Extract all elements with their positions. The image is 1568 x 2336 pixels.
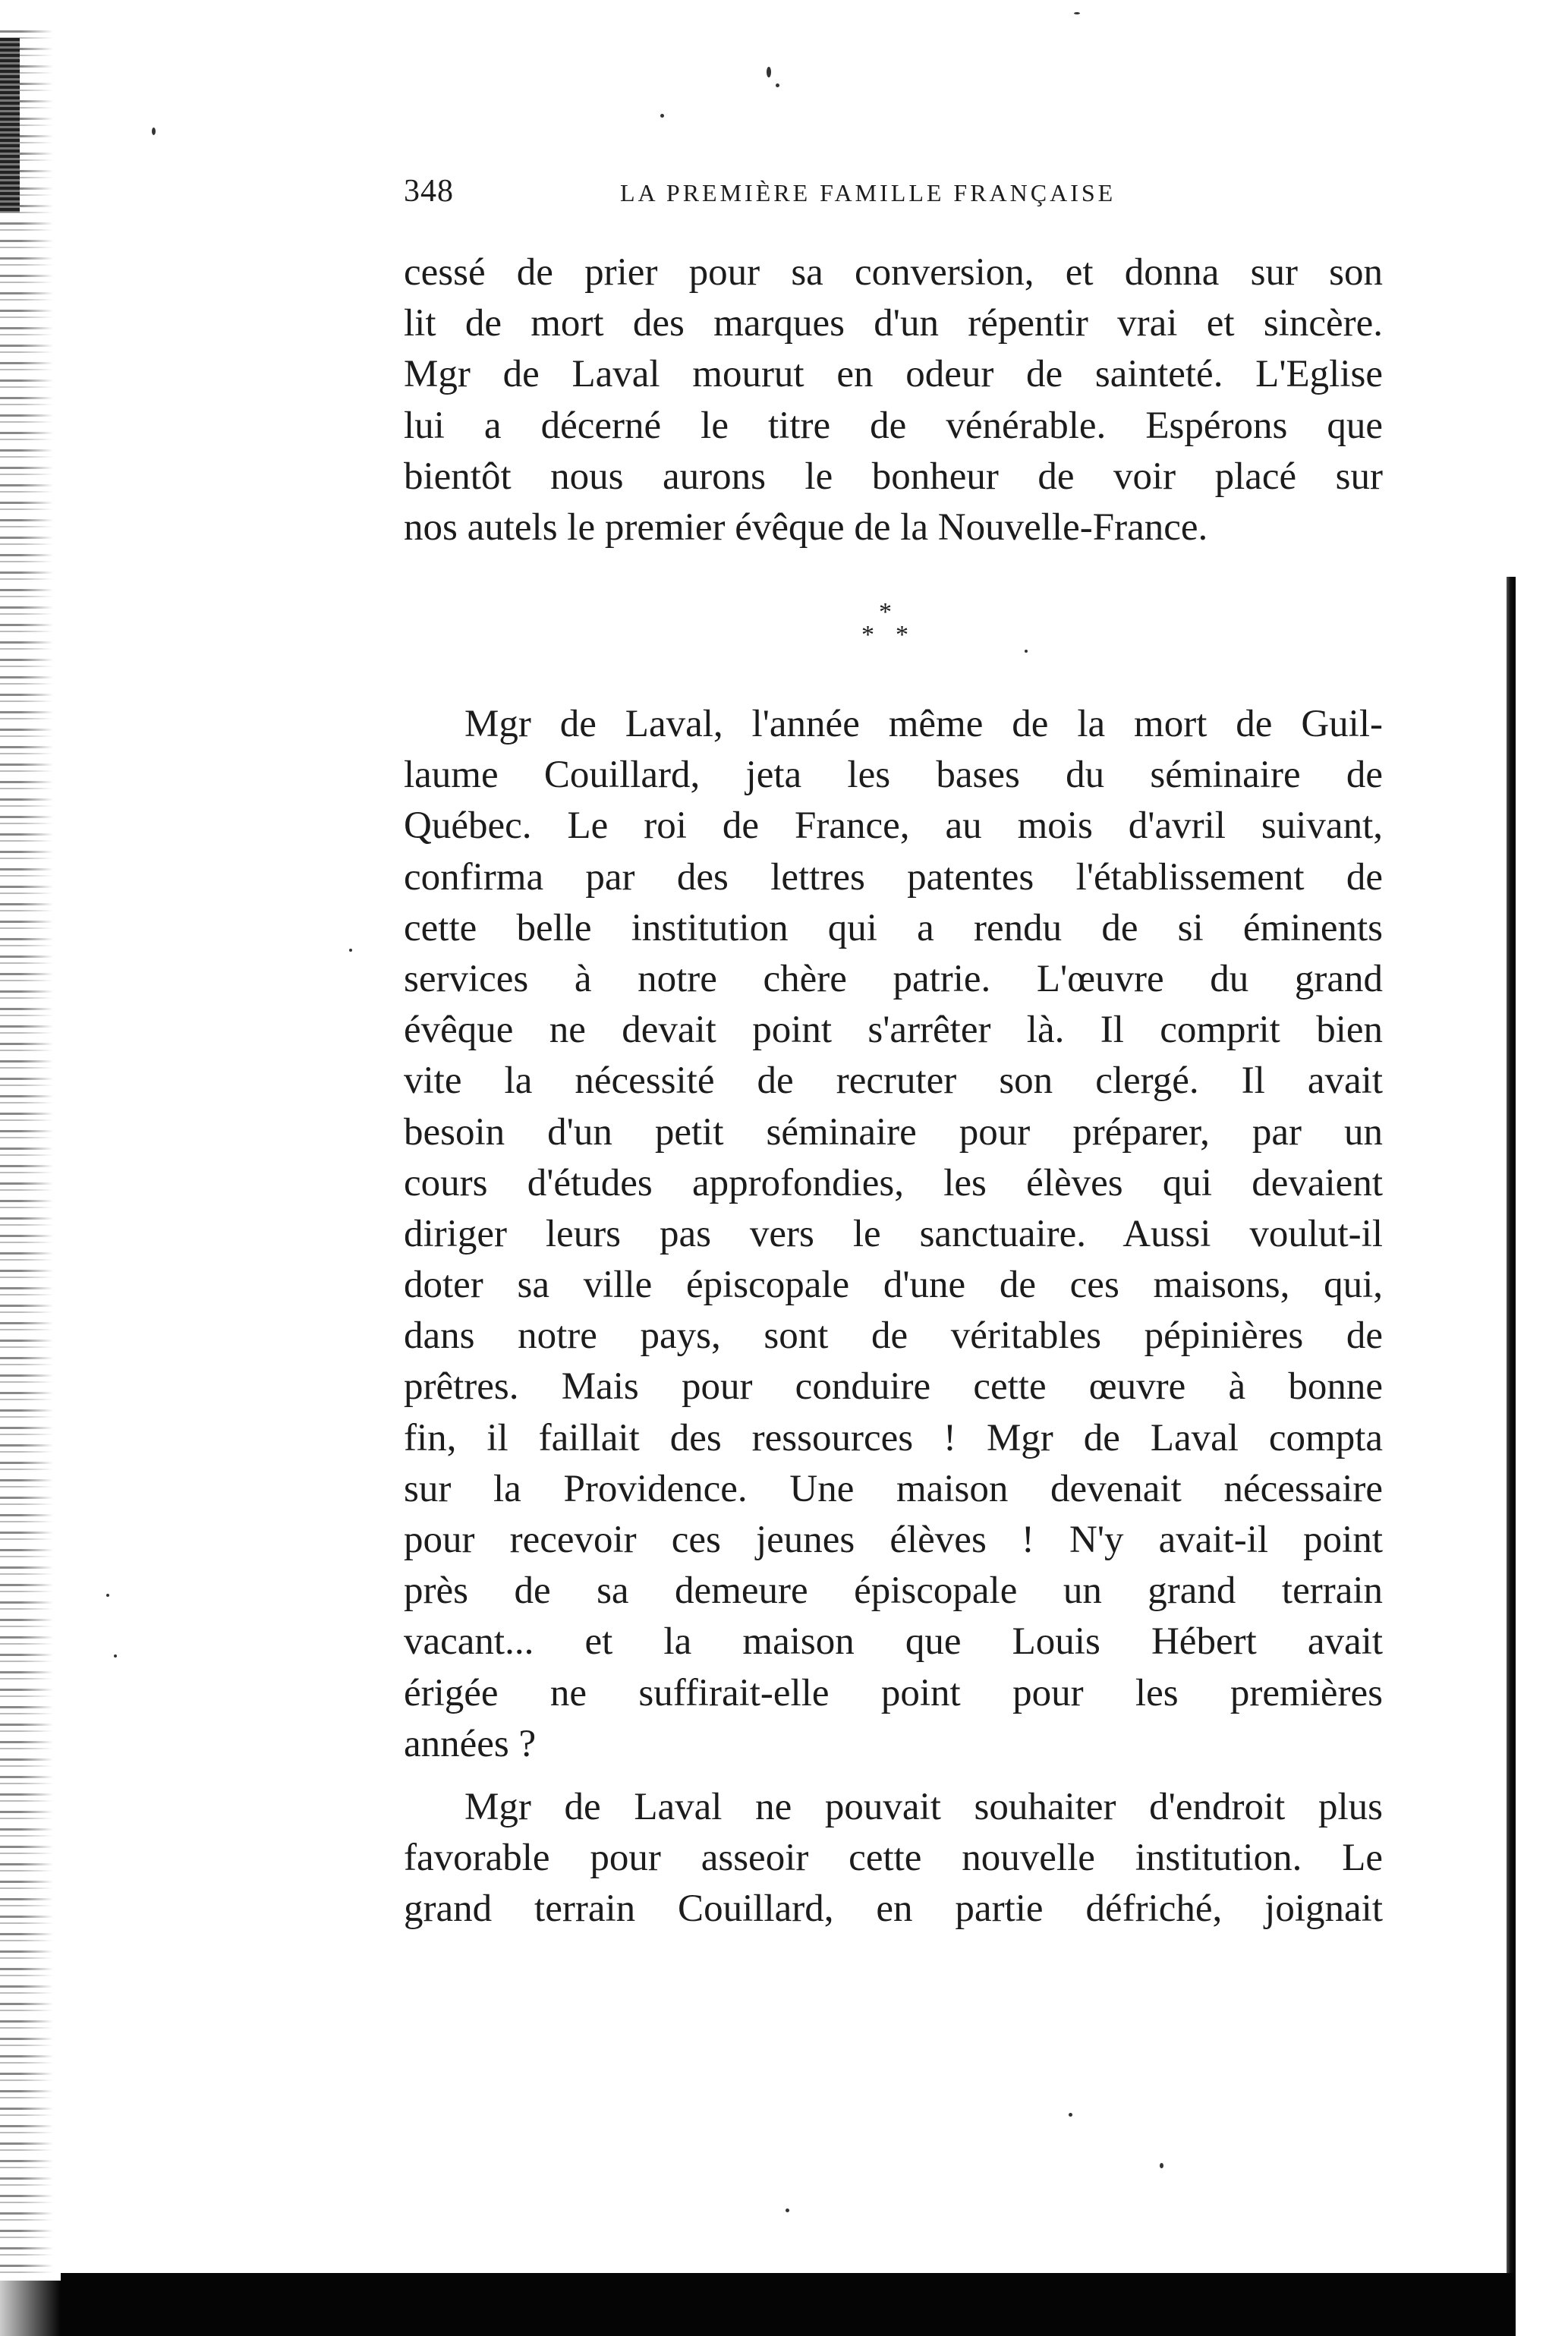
scan-speck	[786, 2208, 789, 2212]
text-line: bientôt nous aurons le bonheur de voir placé sur	[404, 455, 1383, 498]
scan-speck	[152, 128, 156, 135]
text-line: Mgr de Laval, l'année même de la mort de Guil-	[464, 703, 1383, 745]
scan-speck	[114, 1654, 117, 1658]
paragraph-terrain	[404, 1782, 1383, 1935]
paragraph-continued	[404, 247, 1383, 553]
text-line: cours d'études approfondies, les élèves qui devaient	[404, 1161, 1383, 1204]
paragraph-seminary	[404, 699, 1383, 1770]
scan-speck	[1069, 2113, 1072, 2117]
text-line: vacant... et la maison que Louis Hébert avait	[404, 1620, 1383, 1664]
scan-speck	[349, 949, 352, 952]
asterisk: *	[896, 621, 908, 649]
text-line: années ?	[404, 1722, 537, 1765]
text-line: cette belle institution qui a rendu de si éminents	[404, 906, 1383, 949]
text-line: pour recevoir ces jeunes élèves ! N'y avait-il point	[404, 1519, 1383, 1561]
text-line: près de sa demeure épiscopale un grand terrain	[404, 1569, 1383, 1613]
text-line: grand terrain Couillard, en partie défriché, joignait	[404, 1887, 1383, 1931]
scan-speck	[1160, 2163, 1163, 2168]
text-line: prêtres. Mais pour conduire cette œuvre à bonne	[404, 1365, 1383, 1409]
asterisk: *	[861, 621, 874, 649]
asterisk: *	[879, 598, 892, 626]
page-edge-bottom-fade	[0, 2281, 61, 2336]
text-line: favorable pour asseoir cette nouvelle institution. Le	[404, 1837, 1383, 1880]
running-title: LA PREMIÈRE FAMILLE FRANÇAISE	[620, 179, 1116, 206]
text-line: vite la nécessité de recruter son clergé. Il avait	[404, 1059, 1383, 1103]
scan-speck	[106, 1594, 109, 1597]
text-line: sur la Providence. Une maison devenait nécessaire	[404, 1467, 1383, 1510]
text-line: Québec. Le roi de France, au mois d'avril suivant,	[404, 804, 1383, 848]
scan-speck	[660, 114, 664, 118]
text-line: laume Couillard, jeta les bases du séminaire de	[404, 754, 1383, 797]
text-line: besoin d'un petit séminaire pour préparer, par un	[404, 1110, 1383, 1154]
running-head	[404, 168, 1451, 214]
page-edge-right	[1507, 577, 1516, 2277]
text-line: Mgr de Laval ne pouvait souhaiter d'endroit plus	[464, 1786, 1383, 1828]
text-line: fin, il faillait des ressources ! Mgr de Laval compta	[404, 1416, 1383, 1459]
scan-speck	[1074, 12, 1080, 14]
text-line: évêque ne devait point s'arrêter là. Il comprit bien	[404, 1009, 1383, 1052]
text-line: doter sa ville épiscopale d'une de ces maisons, qui,	[404, 1264, 1383, 1307]
text-line: Mgr de Laval mourut en odeur de sainteté. L'Eglise	[404, 353, 1383, 396]
text-line: lit de mort des marques d'un répentir vrai et sincère.	[404, 302, 1383, 345]
page-edge-bottom	[61, 2273, 1516, 2336]
binding-edge-dark-patch	[0, 38, 20, 213]
text-line: diriger leurs pas vers le sanctuaire. Aussi voulut-il	[404, 1212, 1383, 1255]
asterism-separator	[858, 600, 918, 660]
text-line: érigée ne suffirait-elle point pour les premières	[404, 1671, 1383, 1714]
binding-edge-shadow	[0, 30, 53, 2277]
text-line: dans notre pays, sont de véritables pépinières de	[404, 1314, 1383, 1358]
page-number: 348	[404, 174, 454, 209]
scan-speck	[776, 83, 779, 87]
text-line: confirma par des lettres patentes l'établissement de	[404, 855, 1383, 899]
text-line: nos autels le premier évêque de la Nouvelle-France.	[404, 505, 1208, 549]
text-line: cessé de prier pour sa conversion, et donna sur son	[404, 251, 1383, 294]
scan-speck	[1025, 650, 1028, 653]
text-line: lui a décerné le titre de vénérable. Espérons que	[404, 404, 1383, 447]
scan-speck	[767, 67, 771, 77]
text-line: services à notre chère patrie. L'œuvre du grand	[404, 957, 1383, 1000]
